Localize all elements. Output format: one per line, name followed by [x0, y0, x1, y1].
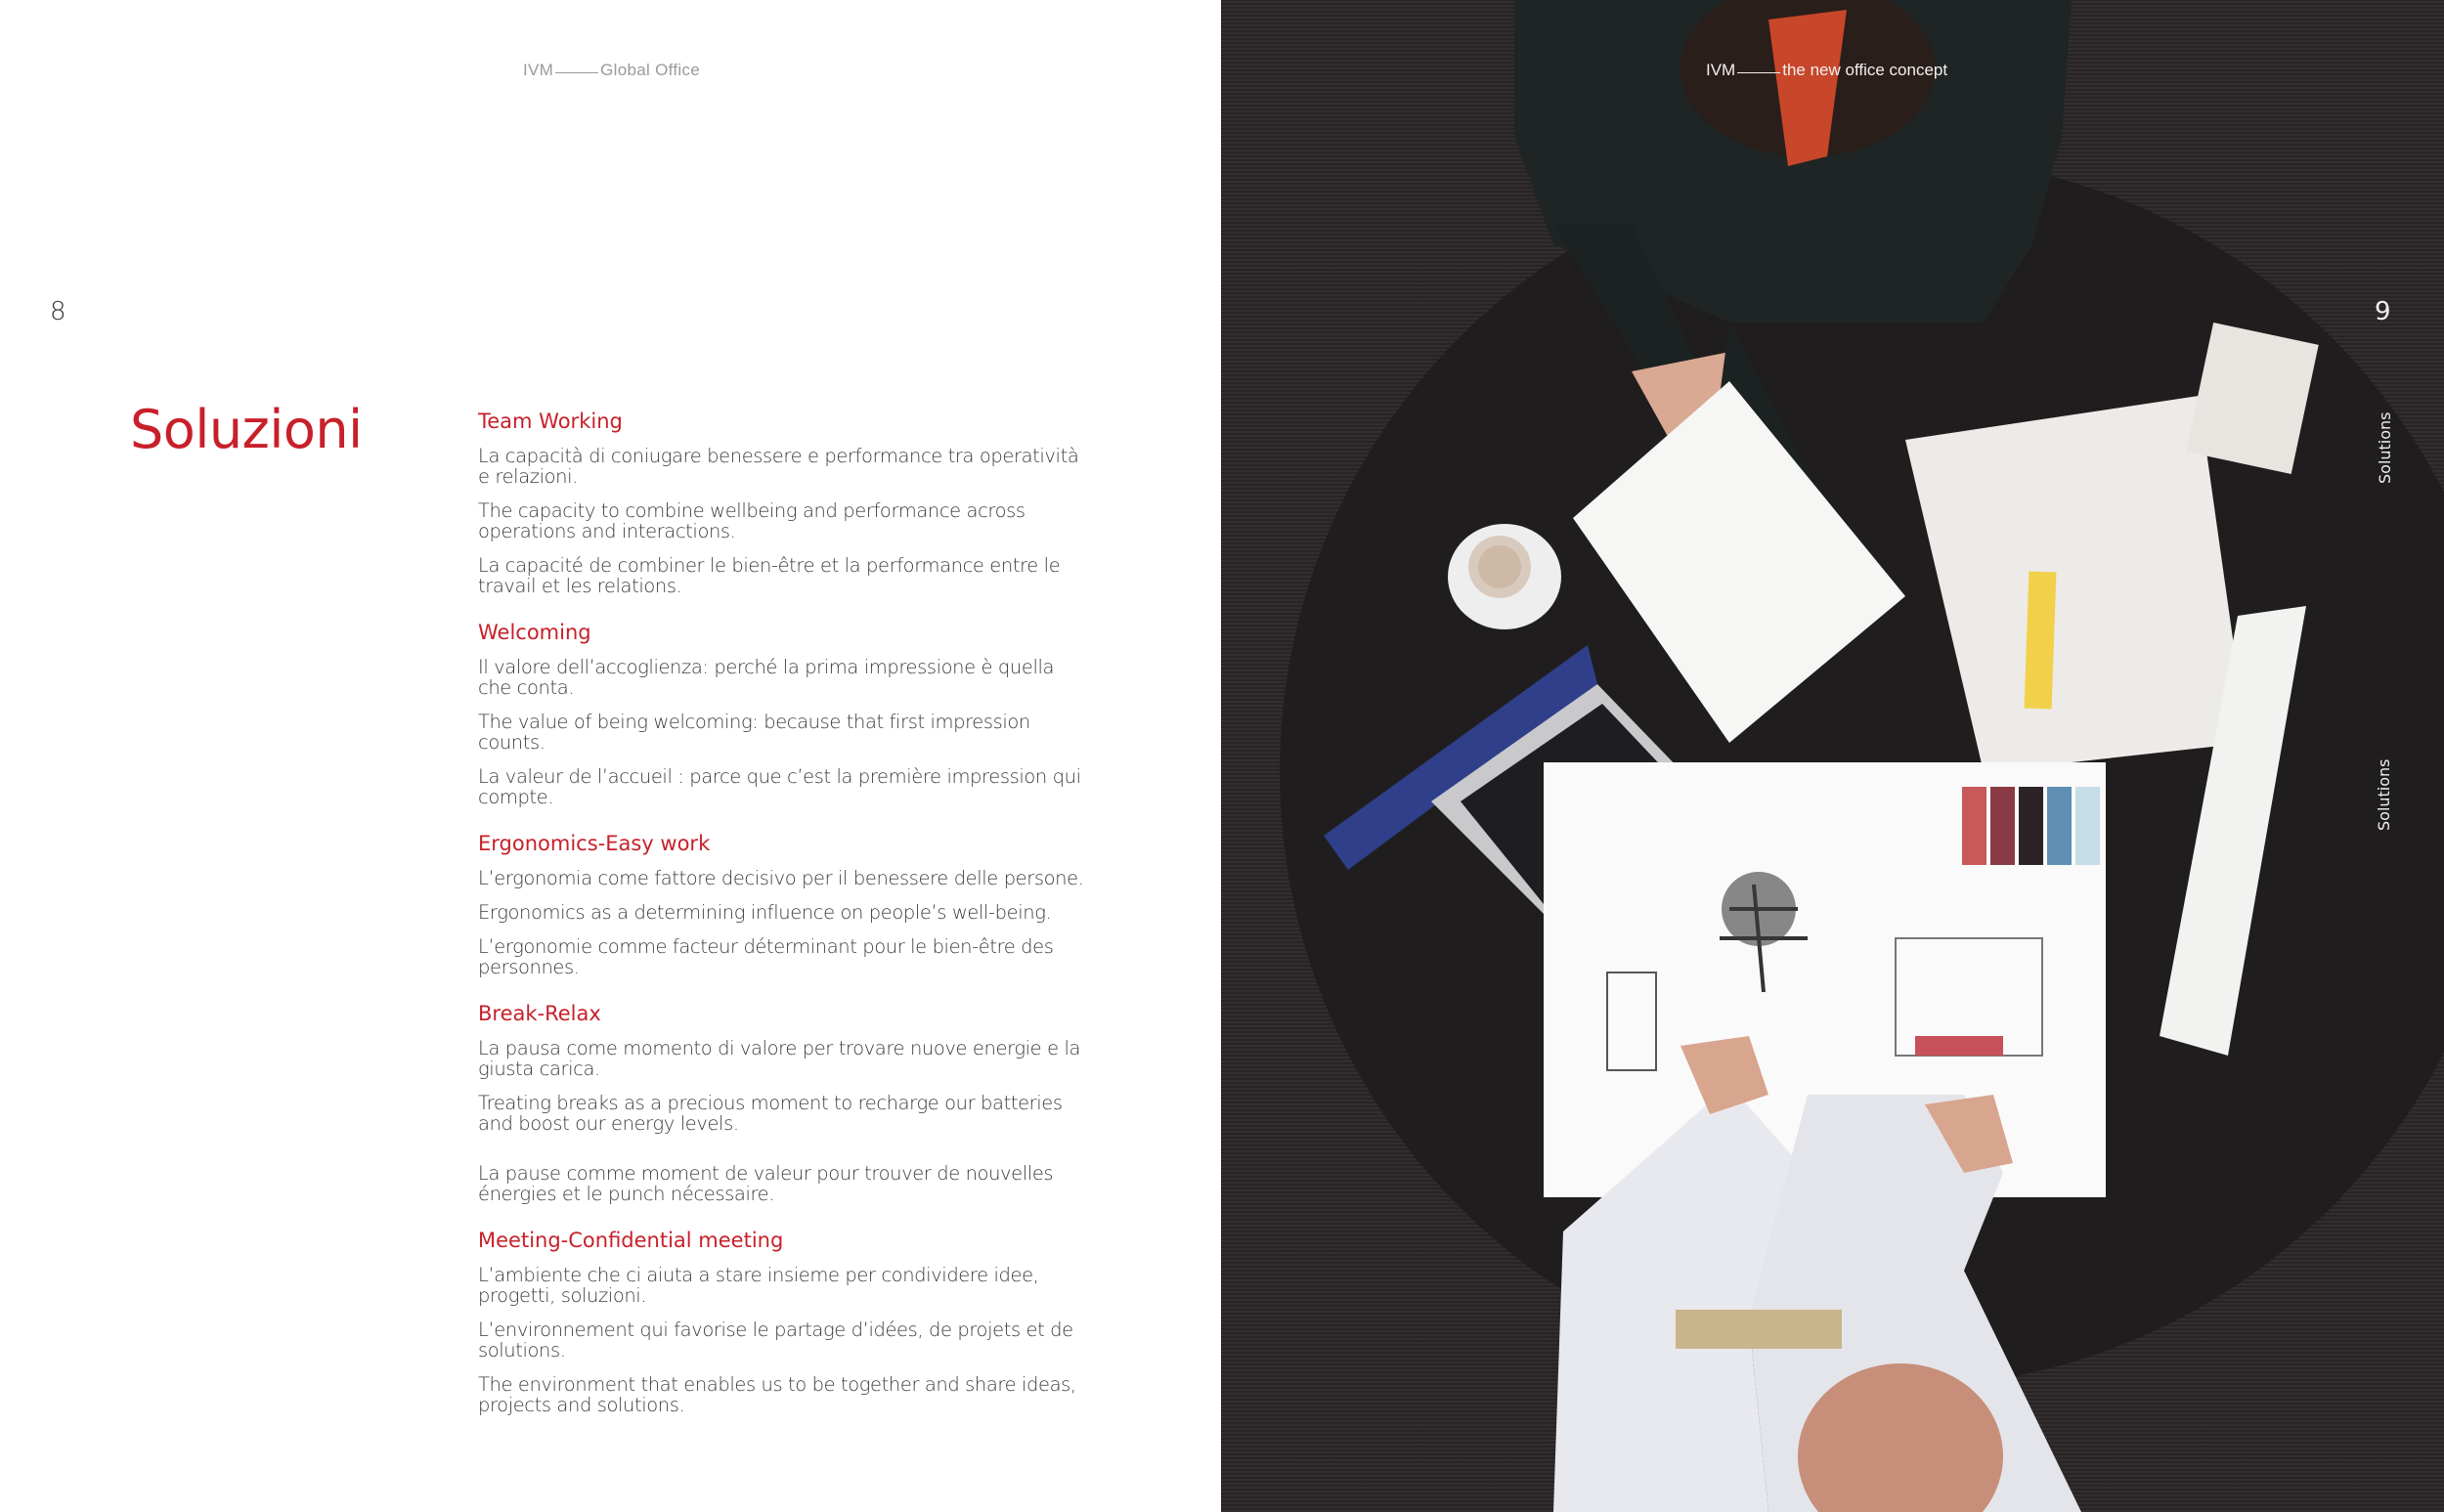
solution-heading: Meeting-Confidential meeting	[478, 1229, 784, 1252]
text-italian: L’ergonomia come fattore decisivo per il benessere delle persone.	[478, 867, 1084, 889]
side-tab-label: Solutions	[2376, 411, 2394, 484]
section-title: Soluzioni	[130, 399, 363, 460]
header-title: the new office concept	[1782, 61, 1948, 79]
swatch	[2075, 787, 2100, 865]
text-italian: L’ambiente che ci aiuta a stare insieme per condividere idee, progetti, soluzioni.	[478, 1264, 1039, 1307]
text-english: The environment that enables us to be together and share ideas, projects and solutions.	[478, 1373, 1076, 1416]
page-number: 8	[50, 297, 66, 326]
text-english: The capacity to combine wellbeing and performance across operations and interactions.	[478, 499, 1026, 542]
header-brand: IVM	[523, 61, 554, 79]
side-tab-label: Solutions	[2375, 758, 2393, 831]
solution-meeting	[478, 1228, 1084, 1415]
solution-ergonomics	[478, 831, 1084, 977]
solution-heading: Break-Relax	[478, 1002, 601, 1025]
header-title: Global Office	[600, 61, 700, 79]
solutions-list	[478, 409, 1084, 1439]
solution-team-working	[478, 409, 1084, 596]
text-french: La capacité de combiner le bien-être et la performance entre le travail et les relations.	[478, 554, 1061, 597]
solution-break-relax	[478, 1001, 1084, 1204]
swatch	[2019, 787, 2043, 865]
right-page-photo	[1221, 0, 2444, 1512]
text-french: La valeur de l’accueil : parce que c’est la première impression qui compte.	[478, 765, 1081, 808]
header-brand: IVM	[1706, 61, 1736, 79]
header-rule	[555, 72, 598, 73]
header-rule	[1737, 72, 1780, 73]
solution-heading: Welcoming	[478, 621, 591, 644]
office-meeting-photo	[1221, 0, 2444, 1512]
text-french: La pause comme moment de valeur pour trouver de nouvelles énergies et le punch nécessaire.	[478, 1162, 1054, 1205]
text-italian: Il valore dell’accoglienza: perché la prima impressione è quella che conta.	[478, 656, 1055, 699]
running-header	[1706, 61, 1947, 80]
text-french: L’environnement qui favorise le partage d’idées, de projets et de solutions.	[478, 1318, 1073, 1361]
solution-heading: Ergonomics-Easy work	[478, 832, 711, 855]
swatch	[1962, 787, 1986, 865]
text-french: L’ergonomie comme facteur déterminant pour le bien-être des personnes.	[478, 935, 1054, 978]
swatch	[2047, 787, 2072, 865]
text-english: Ergonomics as a determining influence on people’s well-being.	[478, 901, 1052, 924]
text-italian: La capacità di coniugare benessere e performance tra operatività e relazioni.	[478, 445, 1079, 488]
swatch	[1990, 787, 2015, 865]
text-english: The value of being welcoming: because that first impression counts.	[478, 711, 1030, 754]
left-page	[0, 0, 1221, 1512]
page-number: 9	[2375, 297, 2391, 326]
running-header	[523, 61, 700, 80]
text-italian: La pausa come momento di valore per trovare nuove energie e la giusta carica.	[478, 1037, 1081, 1080]
solution-heading: Team Working	[478, 410, 623, 433]
solution-welcoming	[478, 620, 1084, 807]
coffee-cup	[1448, 524, 1561, 629]
text-english: Treating breaks as a precious moment to recharge our batteries and boost our energy levels.	[478, 1092, 1063, 1135]
